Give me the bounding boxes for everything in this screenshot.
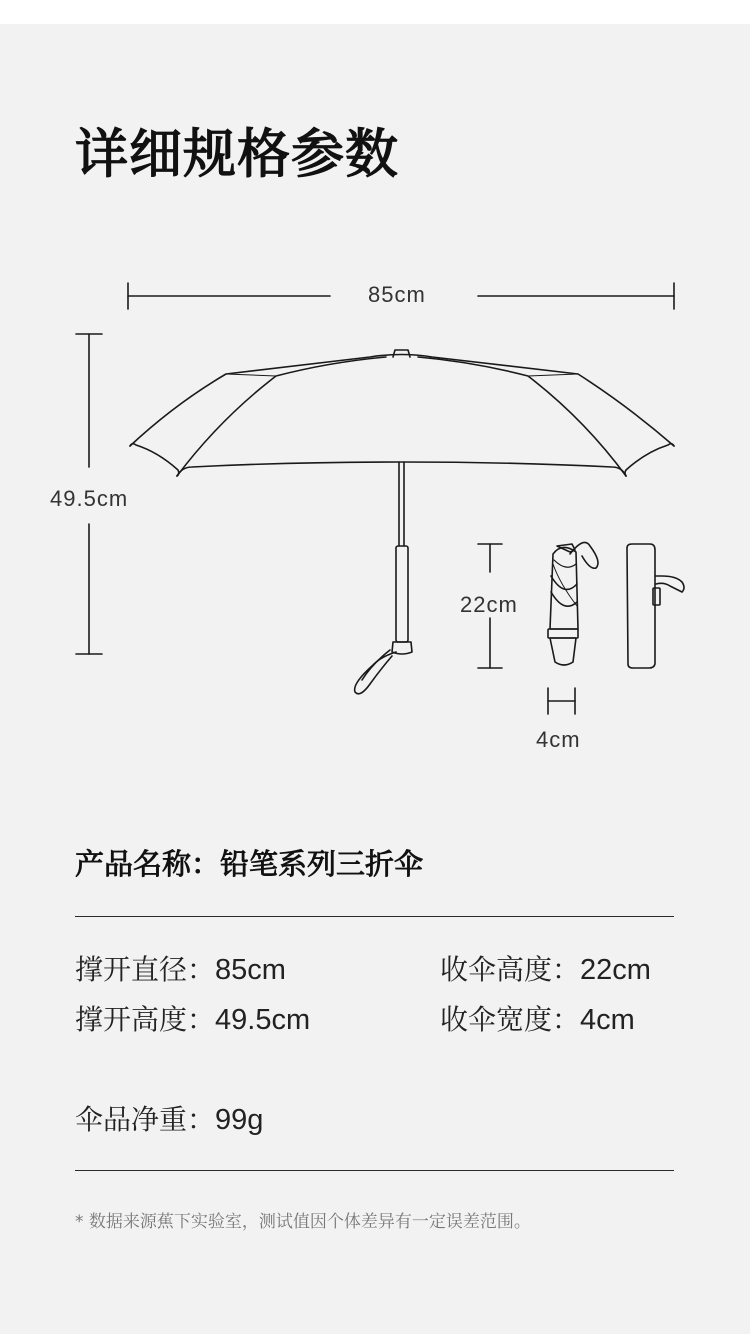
spec-value: 99g xyxy=(215,1104,264,1136)
divider-bottom xyxy=(75,1170,674,1171)
folded-width-label: 4cm xyxy=(536,727,581,752)
product-name-value: 铅笔系列三折伞 xyxy=(220,847,424,881)
spec-folded-width xyxy=(440,1000,635,1040)
spec-value: 85cm xyxy=(215,954,286,986)
spec-label: 收伞高度： xyxy=(440,953,581,986)
spec-value: 22cm xyxy=(580,954,651,986)
product-name xyxy=(75,844,423,884)
folded-height-label: 22cm xyxy=(460,592,518,617)
umbrella-sleeve-icon xyxy=(627,544,684,668)
open-height-label: 49.5cm xyxy=(50,486,129,511)
open-diameter-label: 85cm xyxy=(368,282,426,307)
page-title: 详细规格参数 xyxy=(75,124,399,185)
umbrella-dimension-diagram xyxy=(0,24,750,824)
folded-width-dimension-line xyxy=(548,688,575,714)
open-umbrella-icon xyxy=(130,350,674,694)
spec-label: 收伞宽度： xyxy=(440,1003,581,1036)
spec-value: 4cm xyxy=(580,1004,635,1036)
spec-label: 伞品净重： xyxy=(75,1103,216,1136)
spec-open-height xyxy=(75,1000,310,1040)
spec-folded-height xyxy=(440,950,651,990)
folded-umbrella-icon xyxy=(548,542,598,665)
footnote: * 数据来源蕉下实验室，测试值因个体差异有一定误差范围。 xyxy=(75,1212,531,1232)
divider-top xyxy=(75,916,674,917)
spec-label: 撑开直径： xyxy=(75,953,216,986)
spec-open-diameter xyxy=(75,950,286,990)
spec-page xyxy=(0,24,750,1334)
spec-label: 撑开高度： xyxy=(75,1003,216,1036)
spec-value: 49.5cm xyxy=(215,1004,311,1036)
spec-weight xyxy=(75,1100,263,1140)
product-name-label: 产品名称： xyxy=(75,847,221,881)
